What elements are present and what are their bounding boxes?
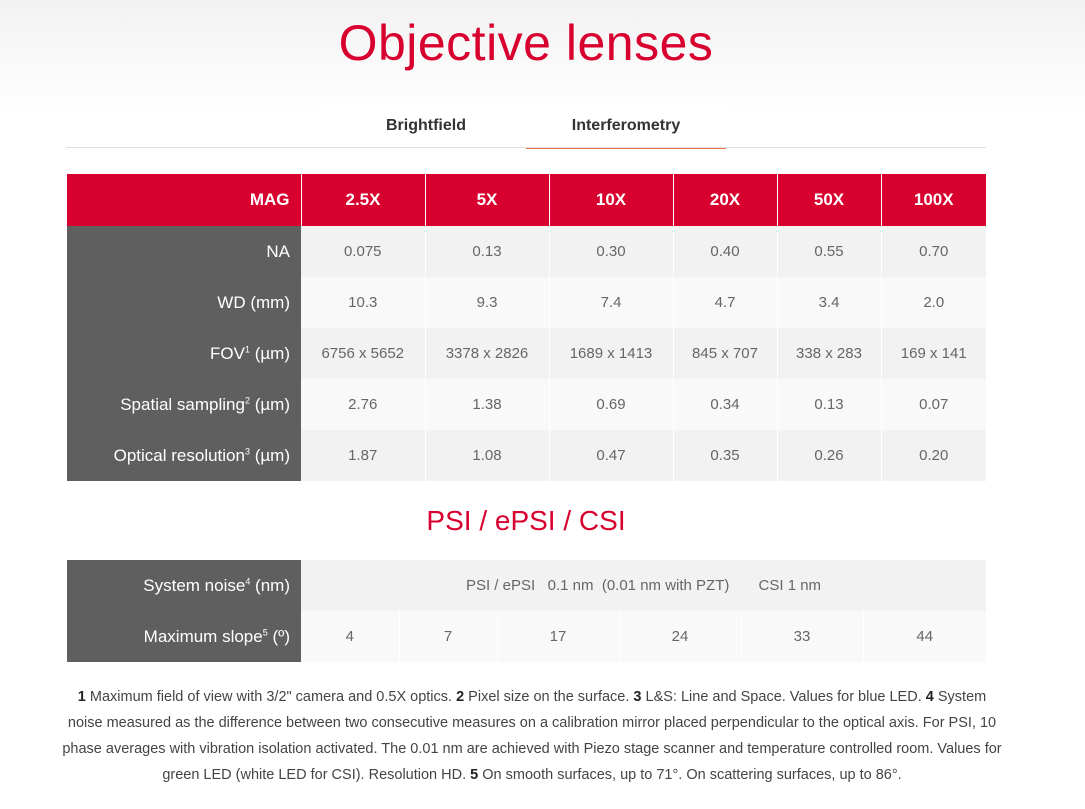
psi-spec-table	[67, 560, 986, 662]
lens-spec-table	[67, 174, 986, 481]
table-header-row	[67, 174, 986, 226]
table-cell: 0.35	[673, 430, 777, 481]
page-title: Objective lenses	[338, 15, 714, 71]
table-cell: 2.76	[301, 379, 425, 430]
table-cell: 44	[863, 611, 986, 662]
header-mag: 50X	[777, 174, 881, 226]
table-cell: 0.07	[881, 379, 986, 430]
footnote-number: 4	[925, 689, 934, 705]
tab-interferometry[interactable]: Interferometry	[526, 104, 726, 149]
table-cell: 0.70	[881, 226, 986, 277]
header-mag: 5X	[425, 174, 549, 226]
table-cell: 9.3	[425, 277, 549, 328]
table-cell: 0.13	[425, 226, 549, 277]
table-cell: 33	[741, 611, 863, 662]
table-cell: 0.47	[549, 430, 673, 481]
footnote-number: 2	[456, 689, 465, 705]
table-cell: 338 x 283	[777, 328, 881, 379]
footnote-text: System noise measured as the difference between two consecutive measures on a calibration mirror placed perpendicular to the optical axis. For PSI, 10 phase averages with vibration isolation activated. The 0.01 nm are achieved with Piezo stage scanner and temperature controlled room. Values for green LED (white LED for CSI). Resolution HD.	[62, 689, 1002, 783]
table-cell: 4.7	[673, 277, 777, 328]
footnote-number: 5	[470, 767, 479, 783]
table-cell: 1689 x 1413	[549, 328, 673, 379]
header-mag: 20X	[673, 174, 777, 226]
table-cell: 0.55	[777, 226, 881, 277]
footnote-number: 1	[77, 689, 86, 705]
table-cell: 2.0	[881, 277, 986, 328]
header-mag: 10X	[549, 174, 673, 226]
table-cell: 0.13	[777, 379, 881, 430]
system-noise-value: PSI / ePSI 0.1 nm (0.01 nm with PZT) CSI 1 nm	[301, 560, 986, 611]
header-mag: 100X	[881, 174, 986, 226]
footnote-number: 3	[633, 689, 642, 705]
table-cell: 0.40	[673, 226, 777, 277]
footnote-text: Pixel size on the surface.	[464, 689, 634, 705]
row-label: FOV$^1$ (µm)	[67, 328, 301, 379]
tabs-divider	[66, 147, 986, 148]
row-label: Optical resolution$^3$ (µm)	[67, 430, 301, 481]
table-cell: 24	[619, 611, 741, 662]
footnote-text: L&S: Line and Space. Values for blue LED.	[641, 689, 926, 705]
footnote-text: On smooth surfaces, up to 71°. On scattering surfaces, up to 86°.	[478, 767, 902, 783]
table-cell: 4	[301, 611, 399, 662]
table-row-system-noise	[67, 560, 986, 611]
table-cell: 0.30	[549, 226, 673, 277]
table-row	[67, 226, 986, 277]
header-label-mag: MAG	[67, 174, 301, 226]
table-cell: 1.08	[425, 430, 549, 481]
table-row	[67, 277, 986, 328]
table-cell: 1.87	[301, 430, 425, 481]
table-cell: 0.075	[301, 226, 425, 277]
table-row	[67, 379, 986, 430]
table-row	[67, 328, 986, 379]
row-label-max-slope: Maximum slope$^5$ (º)	[67, 611, 301, 662]
row-label: WD (mm)	[67, 277, 301, 328]
table-row	[67, 430, 986, 481]
row-label: NA	[67, 226, 301, 277]
table-cell: 0.69	[549, 379, 673, 430]
row-label-system-noise: System noise$^4$ (nm)	[67, 560, 301, 611]
table-cell: 6756 x 5652	[301, 328, 425, 379]
tab-brightfield[interactable]: Brightfield	[386, 117, 466, 134]
table-cell: 845 x 707	[673, 328, 777, 379]
header-mag: 2.5X	[301, 174, 425, 226]
row-label: Spatial sampling$^2$ (µm)	[67, 379, 301, 430]
table-cell: 3.4	[777, 277, 881, 328]
table-cell: 17	[497, 611, 619, 662]
table-cell: 0.26	[777, 430, 881, 481]
table-cell: 3378 x 2826	[425, 328, 549, 379]
table-cell: 10.3	[301, 277, 425, 328]
table-cell: 1.38	[425, 379, 549, 430]
table-row-max-slope	[67, 611, 986, 662]
table-cell: 169 x 141	[881, 328, 986, 379]
objective-tabs	[326, 104, 726, 149]
footnotes	[62, 684, 1002, 788]
footnote-text: Maximum field of view with 3/2" camera and 0.5X optics.	[85, 689, 457, 705]
table-cell: 0.20	[881, 430, 986, 481]
table-cell: 7.4	[549, 277, 673, 328]
table-cell: 7	[399, 611, 497, 662]
psi-section-title: PSI / ePSI / CSI	[426, 505, 626, 536]
table-cell: 0.34	[673, 379, 777, 430]
